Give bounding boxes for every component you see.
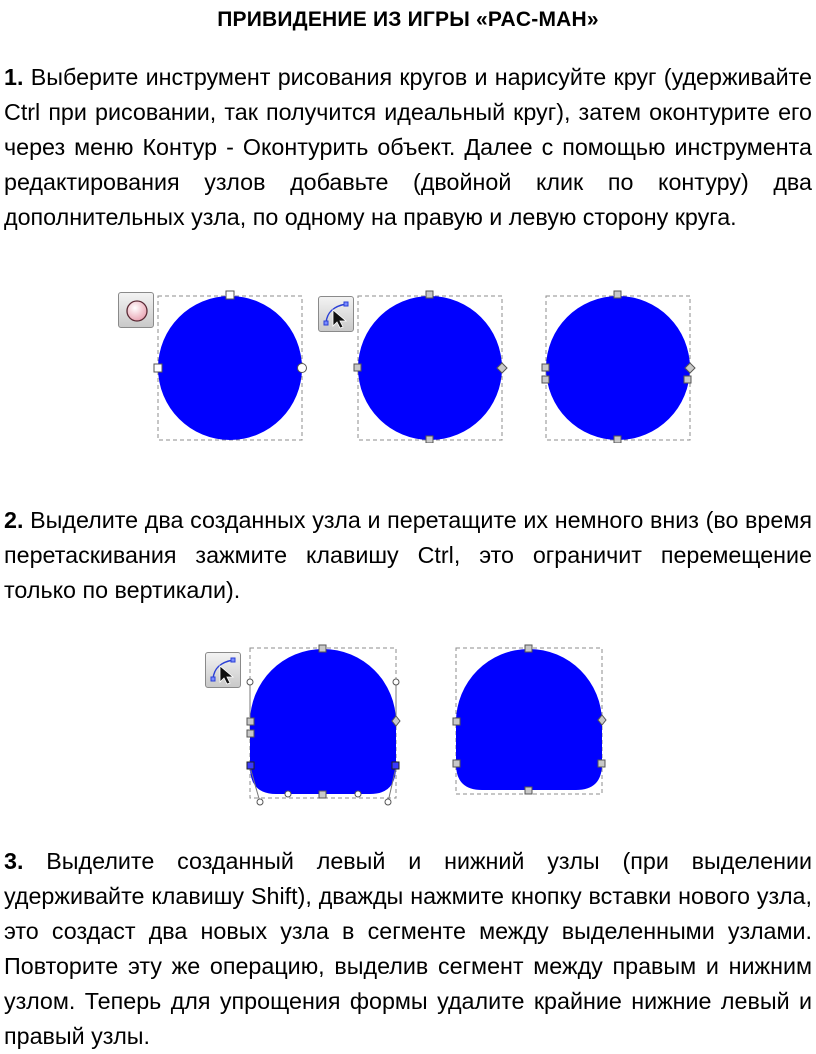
step-3-paragraph xyxy=(4,844,812,1054)
node-bottom xyxy=(319,791,326,798)
circle-with-nodes-figure-1 xyxy=(150,288,310,443)
handle xyxy=(393,679,399,685)
node-right-selected xyxy=(392,762,399,769)
step-1-text: Выберите инструмент рисования кругов и нарисуйте круг (удерживайте Ctrl при рисовании, так получится идеальный круг), затем оконтурите его через меню Контур - Оконтурить объект. Далее с помощью инструмента редактирования узлов добавьте (двойной клик по контуру) два дополнительных узла, по одному на правую и левую сторону круга. xyxy=(4,64,812,230)
step-1-number: 1. xyxy=(4,64,24,90)
ghost-shape xyxy=(456,649,602,790)
ghost-shape-result-figure xyxy=(446,642,616,807)
node-right-lower xyxy=(598,760,605,767)
handle xyxy=(355,791,361,797)
handle xyxy=(285,791,291,797)
handle xyxy=(257,799,263,805)
ghost-shape xyxy=(250,649,396,794)
circle-tool-icon xyxy=(118,292,154,328)
node-top xyxy=(426,291,433,298)
circle-with-nodes-figure-3 xyxy=(538,288,698,443)
blue-circle xyxy=(358,296,502,440)
blue-circle xyxy=(546,296,690,440)
node-left-selected xyxy=(247,762,254,769)
node-top xyxy=(525,645,532,652)
step-1-paragraph xyxy=(4,60,812,235)
node-left-2 xyxy=(247,730,254,737)
node-left-lower xyxy=(453,760,460,767)
node-left-added xyxy=(542,376,549,383)
node-top xyxy=(614,291,621,298)
node-left xyxy=(453,718,460,725)
node-right-added xyxy=(684,376,691,383)
blue-circle xyxy=(158,296,302,440)
circle-with-nodes-figure-2 xyxy=(350,288,510,443)
step-2-text: Выделите два созданных узла и перетащите их немного вниз (во время перетаскивания зажмите клавишу Ctrl, это ограничит перемещение только по вертикали). xyxy=(4,507,812,603)
node-bottom xyxy=(426,436,433,443)
step-2-number: 2. xyxy=(4,507,24,533)
node-left xyxy=(354,364,361,371)
step-3-number: 3. xyxy=(4,848,24,874)
handle xyxy=(385,799,391,805)
page-title: ПРИВИДЕНИЕ ИЗ ИГРЫ «PAC-MAH» xyxy=(217,8,599,31)
node-edit-tool-icon xyxy=(205,652,241,688)
step-3-text: Выделите созданный левый и нижний узлы (при выделении удерживайте клавишу Shift), дважды нажмите кнопку вставки нового узла, это создаст два новых узла в сегменте между выделенными узлами. Повторите эту же операцию, выделив сегмент между правым и нижним узлом. Теперь для упрощения формы удалите крайние нижние левый и правый узлы. xyxy=(4,848,812,1049)
node-left xyxy=(542,364,549,371)
step-2-paragraph xyxy=(4,503,812,608)
node-bottom xyxy=(525,787,532,794)
handle xyxy=(247,679,253,685)
node-bottom xyxy=(614,436,621,443)
ghost-shape-dragging-figure xyxy=(240,642,410,812)
node-top xyxy=(319,645,326,652)
node-top xyxy=(226,291,234,299)
node-left xyxy=(154,364,162,372)
node-edit-tool-icon xyxy=(318,296,354,332)
node-left xyxy=(247,718,254,725)
node-right xyxy=(298,364,307,373)
